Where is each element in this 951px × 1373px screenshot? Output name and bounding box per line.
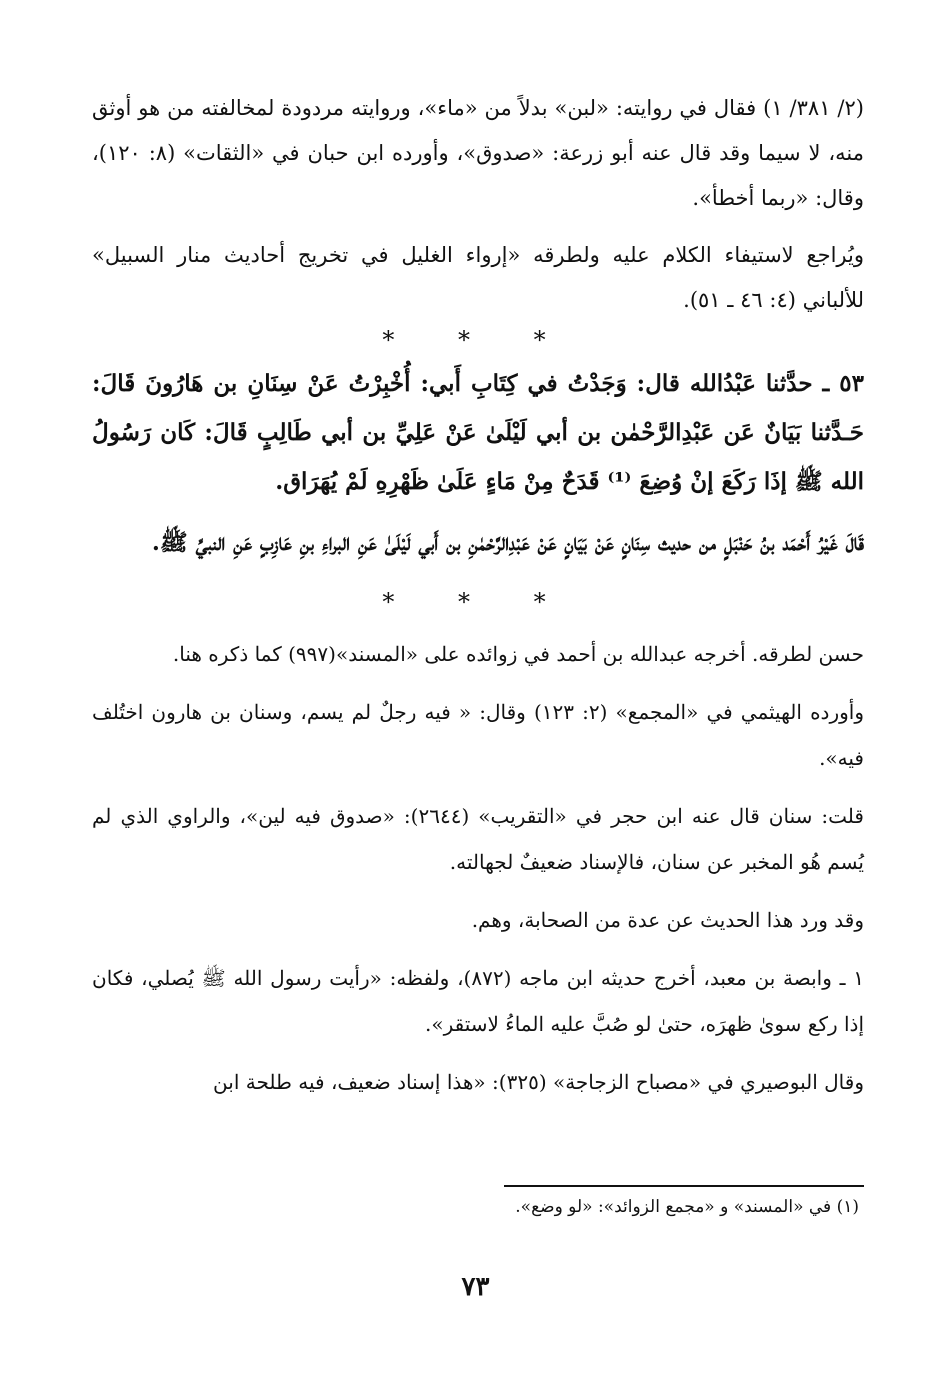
section-separator-1: * * * xyxy=(382,326,574,354)
hadith-text: ٥٣ ـ حدَّثنا عَبْدُالله قال: وَجَدْتُ في كِتَابِ أَبي: أُخْبِرْتُ عَنْ سِنَانِ بن هَارُونَ قَالَ: حَـدَّثنا بَيَانٌ عَن عَبْدِالرَّحْمٰن بن أبي لَيْلَىٰ عَنْ عَلِيِّ بن أبي طَالِبٍ قَالَ: كَان رَسُولُ الله ﷺ إذَا رَكَعَ إنْ وُضِعَ ⁽¹⁾ قَدَحٌ مِنْ مَاءٍ عَلَىٰ ظَهْرِهِ لَمْ يُهَرَاق. xyxy=(92,370,864,495)
footnote-divider xyxy=(504,1185,864,1187)
intro-paragraph-2: ويُراجع لاستيفاء الكلام عليه ولطرقه «إرواء الغليل في تخريج أحاديث منار السبيل» للألباني (٤: ٤٦ ـ ٥١). xyxy=(92,243,864,312)
commentary-paragraph-4: وقد ورد هذا الحديث عن عدة من الصحابة، وهم. xyxy=(471,908,864,932)
intro-paragraph-1: (٢/ ٣٨١/ ١) فقال في روايته: «لبن» بدلاً من «ماء»، وروايته مردودة لمخالفته من هو أوثق منه، لا سيما وقد قال عنه أبو زرعة: «صدوق»، وأورده ابن حبان في «الثقات» (٨: ١٢٠)، وقال: «ربما أخطأ». xyxy=(92,96,864,210)
section-separator-2: * * * xyxy=(382,588,574,616)
hadith-addendum: قَالَ غَيْرُ أَحْمَد بنُ حَنْبَلٍ من حديث سِنَانٍ عَنْ بَيَانٍ عَنْ عَبْدِالرَّحْمٰنِ بن أَبي لَيْلَىٰ عَنِ البراءِ بنِ عَازِبٍ عَنِ النبيِّ ﷺ. xyxy=(151,529,864,556)
page-number: ٧٣ xyxy=(461,1272,490,1302)
page-body xyxy=(92,86,864,1105)
commentary-paragraph-6: وقال البوصيري في «مصباح الزجاجة» (٣٢٥): «هذا إسناد ضعيف، فيه طلحة ابن xyxy=(213,1070,864,1094)
commentary-paragraph-1: حسن لطرقه. أخرجه عبدالله بن أحمد في زوائده على «المسند»(٩٩٧) كما ذكره هنا. xyxy=(172,642,864,666)
commentary-paragraph-2: وأورده الهيثمي في «المجمع» (٢: ١٢٣) وقال: « فيه رجلٌ لم يسم، وسنان بن هارون اختُلف فيه». xyxy=(92,700,864,770)
commentary-paragraph-5: ١ ـ وابصة بن معبد، أخرج حديثه ابن ماجه (٨٧٢)، ولفظه: «رأيت رسول الله ﷺ يُصلي، فكان إذا ركع سوىٰ ظهرَه، حتىٰ لو صُبَّ عليه الماءُ لاستقر». xyxy=(92,966,864,1036)
commentary-paragraph-3: قلت: سنان قال عنه ابن حجر في «التقريب» (٢٦٤٤): «صدوق فيه لين»، والراوي الذي لم يُسم هُو المخبر عن سنان، فالإسناد ضعيفٌ لجهالته. xyxy=(92,804,864,874)
footnote: (١) في «المسند» و «مجمع الزوائد»: «لو وضع». xyxy=(515,1197,859,1217)
